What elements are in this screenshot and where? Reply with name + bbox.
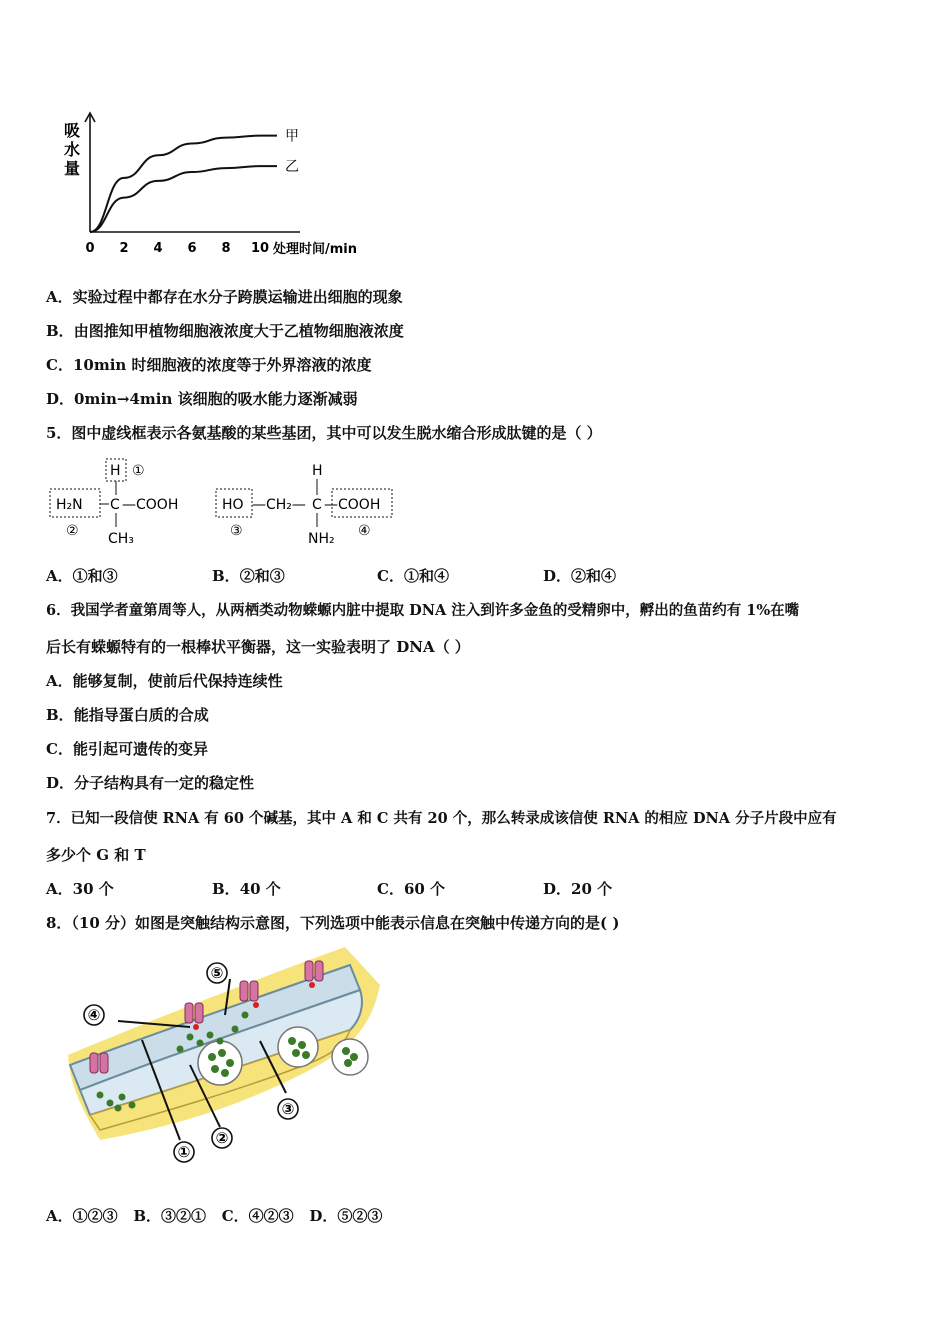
y-axis: [85, 113, 95, 232]
x-axis-label: 处理时间/min: [273, 242, 358, 257]
label-3: ③: [230, 523, 243, 539]
q6-option-d: D．分子结构具有一定的稳定性: [46, 774, 255, 792]
series-line-1: [90, 136, 277, 232]
synapse-diagram: [60, 945, 390, 1170]
q4-option-d: D．0min→4min 该细胞的吸水能力逐渐减弱: [46, 390, 358, 408]
q5-option-b: B．②和③: [212, 567, 285, 585]
q7-stem-line2: 多少个 G 和 T: [46, 846, 146, 864]
x-tick-label: 6: [187, 241, 197, 256]
mol2-h: H: [312, 463, 323, 479]
amino-acid-diagram: [46, 455, 406, 550]
series-label-2: 乙: [285, 159, 299, 176]
mol1-h: H: [110, 463, 121, 479]
mol1-c: C: [110, 497, 120, 513]
q5-option-c: C．①和④: [377, 567, 449, 585]
q8-option-d: D．⑤②③: [309, 1207, 383, 1225]
q8-options: [46, 1205, 382, 1226]
q8-stem: 8．（10 分）如图是突触结构示意图，下列选项中能表示信息在突触中传递方向的是( ): [46, 914, 620, 932]
x-tick-label: 8: [221, 241, 231, 256]
mol1-nh2: H₂N: [56, 497, 83, 513]
label-1: ①: [177, 1143, 191, 1161]
q5-option-d: D．②和④: [543, 567, 617, 585]
label-1: ①: [132, 463, 145, 479]
q7-option-b: B．40 个: [212, 880, 281, 898]
q6-stem-line2: 后长有蝾螈特有的一根棒状平衡器，这一实验表明了 DNA（ ）: [46, 638, 470, 656]
q8-option-a: A．①②③: [46, 1207, 118, 1225]
q4-option-c: C．10min 时细胞液的浓度等于外界溶液的浓度: [46, 356, 372, 374]
q6-option-b: B．能指导蛋白质的合成: [46, 706, 209, 724]
q5-option-a: A．①和③: [46, 567, 118, 585]
q7-option-c: C．60 个: [377, 880, 446, 898]
series-label-1: 甲: [285, 128, 299, 145]
q6-option-c: C．能引起可遗传的变异: [46, 740, 208, 758]
label-3: ③: [281, 1100, 295, 1118]
q8-option-b: B．③②①: [133, 1207, 207, 1225]
mol1-cooh: —COOH: [122, 497, 179, 513]
x-tick-label: 2: [119, 241, 129, 256]
mol2-ho: HO: [222, 497, 244, 513]
y-axis-label: 吸水量: [63, 121, 81, 178]
mol1-ch3: CH₃: [108, 531, 134, 547]
mol2-ch2: —CH₂—: [252, 497, 306, 513]
x-tick-label: 0: [85, 241, 95, 256]
q4-option-b: B．由图推知甲植物细胞液浓度大于乙植物细胞液浓度: [46, 322, 404, 340]
q6-option-a: A．能够复制，使前后代保持连续性: [46, 672, 283, 690]
label-4: ④: [358, 523, 371, 539]
label-5: ⑤: [210, 964, 224, 982]
mol2-c: C: [312, 497, 322, 513]
label-2: ②: [215, 1129, 229, 1147]
x-tick-label: 10: [250, 241, 270, 256]
mol2-nh2: NH₂: [308, 531, 335, 547]
q6-stem-line1: 6．我国学者童第周等人，从两栖类动物蝾螈内脏中提取 DNA 注入到许多金鱼的受精卵中，孵出的鱼苗约有 1%在嘴: [46, 602, 800, 619]
mol2-cooh: —COOH: [324, 497, 381, 513]
q7-stem-line1: 7．已知一段信使 RNA 有 60 个碱基，其中 A 和 C 共有 20 个，那么转录成该信使 RNA 的相应 DNA 分子片段中应有: [46, 810, 837, 827]
q8-option-c: C．④②③: [221, 1207, 294, 1225]
water-absorption-chart: [55, 108, 385, 266]
q7-option-a: A．30 个: [46, 880, 114, 898]
q4-option-a: A．实验过程中都存在水分子跨膜运输进出细胞的现象: [46, 288, 403, 306]
label-2: ②: [66, 523, 79, 539]
q5-stem: 5．图中虚线框表示各氨基酸的某些基团，其中可以发生脱水缩合形成肽键的是（ ）: [46, 424, 602, 442]
series-line-2: [90, 166, 277, 232]
x-tick-label: 4: [153, 241, 163, 256]
q7-option-d: D．20 个: [543, 880, 613, 898]
label-4: ④: [87, 1006, 101, 1024]
